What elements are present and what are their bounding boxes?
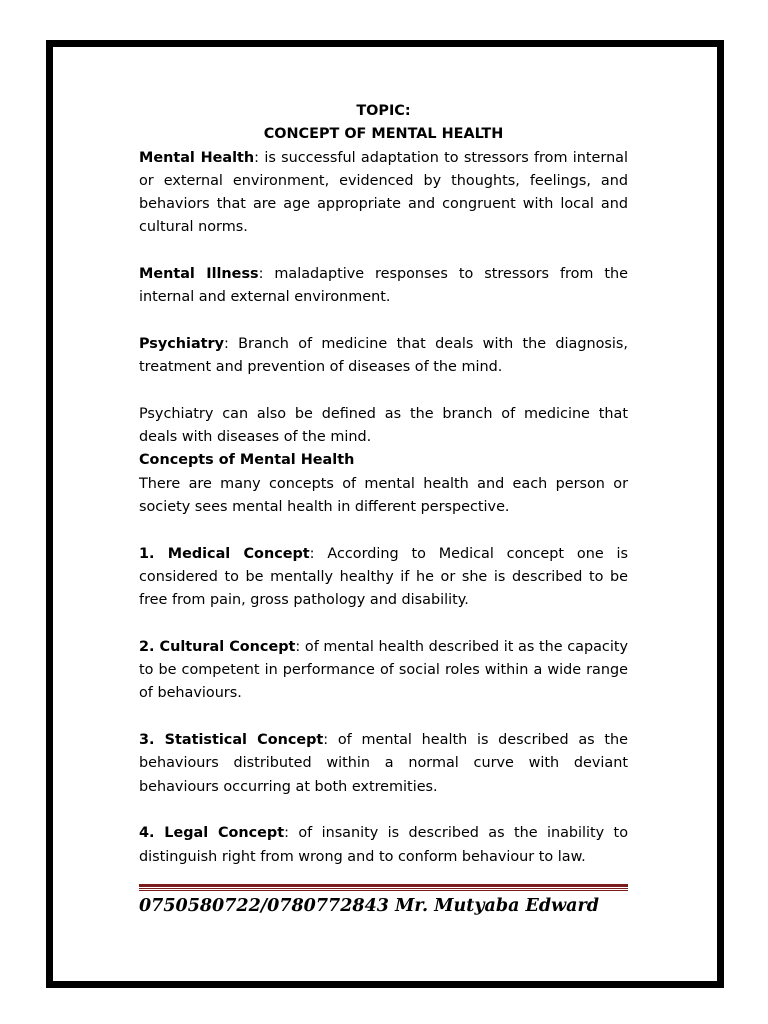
footer-divider xyxy=(139,884,628,891)
definition-term: Mental Health xyxy=(139,149,255,166)
definition-term: Mental Illness xyxy=(139,266,259,283)
concept-text: : According to Medical concept one is considered to be mentally healthy if he or she is described to be free from pain, gross pathology and disability. xyxy=(139,545,628,609)
definition-term: Psychiatry xyxy=(139,335,225,352)
definition-psychiatry xyxy=(139,333,628,380)
concept-text: : of mental health described it as the capacity to be competent in performance of social roles within a wide range of behaviours. xyxy=(139,638,628,702)
concept-term: 2. Cultural Concept xyxy=(139,638,296,655)
concept-statistical xyxy=(139,729,628,799)
topic-label: TOPIC: xyxy=(356,103,411,119)
definition-text: : is successful adaptation to stressors from internal or external environment, evidenced by thoughts, feelings, and behaviors that are age appropriate and congruent with local and cultural norms. xyxy=(139,149,629,236)
concept-term: 1. Medical Concept xyxy=(139,545,310,562)
concept-term: 4. Legal Concept xyxy=(139,825,285,842)
footer-rule-line xyxy=(139,890,628,891)
definition-mental-illness xyxy=(139,263,628,310)
concept-text: : of insanity is described as the inability to distinguish right from wrong and to conform behaviour to law. xyxy=(139,825,628,865)
concepts-intro: There are many concepts of mental health and each person or society sees mental health in different perspective. xyxy=(139,475,628,516)
concept-legal xyxy=(139,822,628,869)
concepts-heading: Concepts of Mental Health xyxy=(139,452,355,469)
concept-medical xyxy=(139,543,628,613)
concept-text: : of mental health is described as the behaviours distributed within a normal curve with deviant behaviours occurring at both extremities. xyxy=(139,732,628,795)
footer-rule-line xyxy=(139,884,628,887)
definition-mental-health xyxy=(139,147,628,240)
concept-cultural xyxy=(139,636,628,706)
definition-text: : Branch of medicine that deals with the diagnosis, treatment and prevention of diseases of the mind. xyxy=(139,335,628,376)
document-body xyxy=(139,100,628,869)
definition-text: : maladaptive responses to stressors from the internal and external environment. xyxy=(139,266,628,306)
footer-rule-line xyxy=(139,888,628,889)
page-title: CONCEPT OF MENTAL HEALTH xyxy=(263,126,504,143)
concept-term: 3. Statistical Concept xyxy=(139,732,324,749)
footer-contact: 0750580722/0780772843 Mr. Mutyaba Edward xyxy=(139,896,599,916)
psychiatry-alternative-definition: Psychiatry can also be defined as the branch of medicine that deals with diseases of the mind. xyxy=(139,405,628,446)
